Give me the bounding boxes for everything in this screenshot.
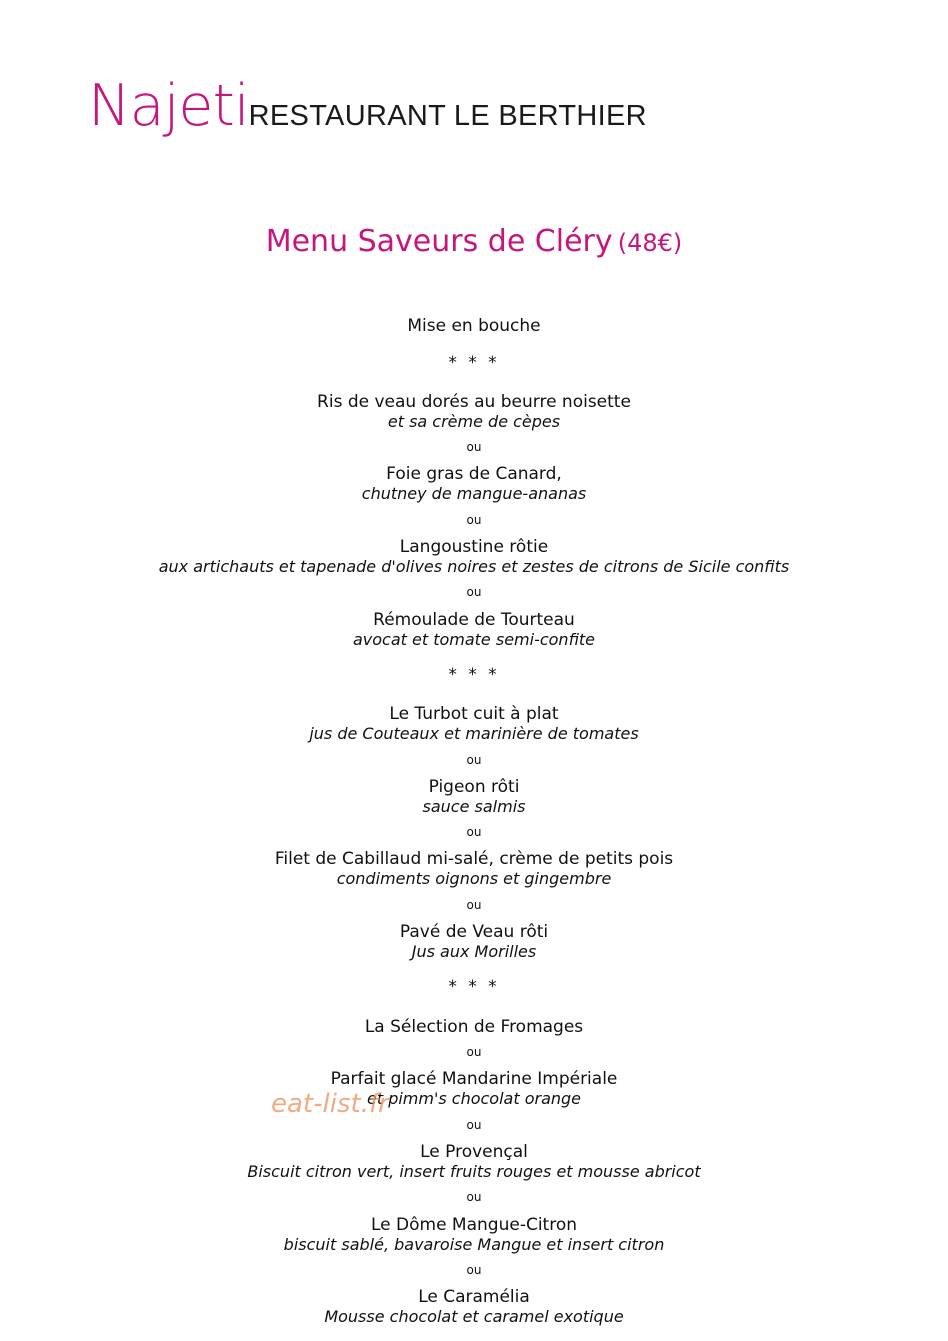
restaurant-name: RESTAURANT LE BERTHIER [248,100,647,132]
main-name: Le Turbot cuit à plat [389,704,559,724]
starter-description: et sa crème de cèpes [387,412,561,431]
starter-description: avocat et tomate semi-confite [352,630,596,649]
starter-description: chutney de mangue-ananas [361,484,587,503]
or-divider: ou [466,585,482,599]
dessert-name: Parfait glacé Mandarine Impériale [330,1069,618,1089]
or-divider: ou [466,825,482,839]
brand-logo: Najeti [88,73,249,139]
starter-name: Foie gras de Canard, [386,464,562,484]
starter-description: aux artichauts et tapenade d'olives noires et zestes de citrons de Sicile confits [158,557,790,576]
starter-name: Rémoulade de Tourteau [373,610,575,630]
amuse-bouche: Mise en bouche [407,316,541,336]
or-divider: ou [466,1263,482,1277]
menu-title-text: Menu Saveurs de Cléry [265,224,613,259]
restaurant-header [88,73,647,139]
main-name: Filet de Cabillaud mi-salé, crème de petits pois [274,849,674,869]
main-name: Pavé de Veau rôti [399,922,549,942]
main-description: condiments oignons et gingembre [336,869,612,888]
main-description: sauce salmis [422,797,526,816]
starter-name: Ris de veau dorés au beurre noisette [317,392,631,412]
dessert-name: La Sélection de Fromages [364,1017,584,1037]
or-divider: ou [466,1045,482,1059]
course-separator: * * * [448,977,500,997]
dessert-description: et pimm's chocolat orange [366,1089,582,1108]
main-name: Pigeon rôti [428,777,520,797]
or-divider: ou [466,1190,482,1204]
or-divider: ou [466,1118,482,1132]
starter-name: Langoustine rôtie [399,537,549,557]
menu-price: (48€) [617,229,683,257]
dessert-description: biscuit sablé, bavaroise Mangue et insert citron [283,1235,665,1254]
watermark: eat-list.fr [271,1089,389,1119]
or-divider: ou [466,513,482,527]
or-divider: ou [466,753,482,767]
dessert-name: Le Caramélia [418,1287,530,1307]
dessert-name: Le Provençal [420,1142,528,1162]
or-divider: ou [466,440,482,454]
main-description: Jus aux Morilles [411,942,537,961]
menu-title [0,224,948,259]
course-separator: * * * [448,665,500,685]
dessert-name: Le Dôme Mangue-Citron [370,1215,578,1235]
main-description: jus de Couteaux et marinière de tomates [309,724,639,743]
dessert-description: Mousse chocolat et caramel exotique [324,1307,624,1326]
or-divider: ou [466,898,482,912]
dessert-description: Biscuit citron vert, insert fruits rouges et mousse abricot [247,1162,701,1181]
course-separator: * * * [448,353,500,373]
